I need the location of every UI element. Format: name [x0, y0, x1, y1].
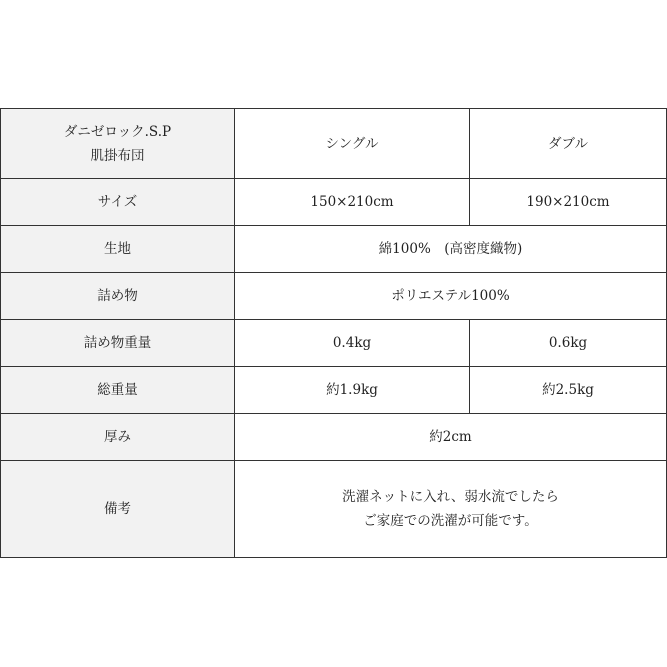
total-weight-single: 約1.9kg	[235, 367, 470, 414]
row-label-fill-weight: 詰め物重量	[1, 320, 235, 367]
table-row	[1, 179, 667, 226]
row-label-size: サイズ	[1, 179, 235, 226]
fabric-value: 綿100% (高密度織物)	[235, 226, 667, 273]
filling-value: ポリエステル100%	[235, 273, 667, 320]
table-row	[1, 367, 667, 414]
size-single: 150×210cm	[235, 179, 470, 226]
product-name: ダニゼロック.S.P	[63, 123, 172, 140]
row-label-thickness: 厚み	[1, 414, 235, 461]
spec-table	[0, 108, 667, 558]
product-name-cell	[1, 109, 235, 179]
row-label-fabric: 生地	[1, 226, 235, 273]
fill-weight-double: 0.6kg	[470, 320, 667, 367]
size-double: 190×210cm	[470, 179, 667, 226]
notes-line-2: ご家庭での洗濯が可能です。	[363, 513, 538, 529]
total-weight-double: 約2.5kg	[470, 367, 667, 414]
notes-value	[235, 461, 667, 558]
table-row	[1, 461, 667, 558]
table-row	[1, 320, 667, 367]
row-label-total-weight: 総重量	[1, 367, 235, 414]
column-header-single: シングル	[235, 109, 470, 179]
table-row	[1, 273, 667, 320]
thickness-value: 約2cm	[235, 414, 667, 461]
column-header-double: ダブル	[470, 109, 667, 179]
table-row	[1, 414, 667, 461]
row-label-filling: 詰め物	[1, 273, 235, 320]
table-row	[1, 226, 667, 273]
notes-line-1: 洗濯ネットに入れ、弱水流でしたら	[342, 489, 559, 505]
product-type: 肌掛布団	[90, 147, 145, 164]
fill-weight-single: 0.4kg	[235, 320, 470, 367]
row-label-notes: 備考	[1, 461, 235, 558]
table-header-row	[1, 109, 667, 179]
